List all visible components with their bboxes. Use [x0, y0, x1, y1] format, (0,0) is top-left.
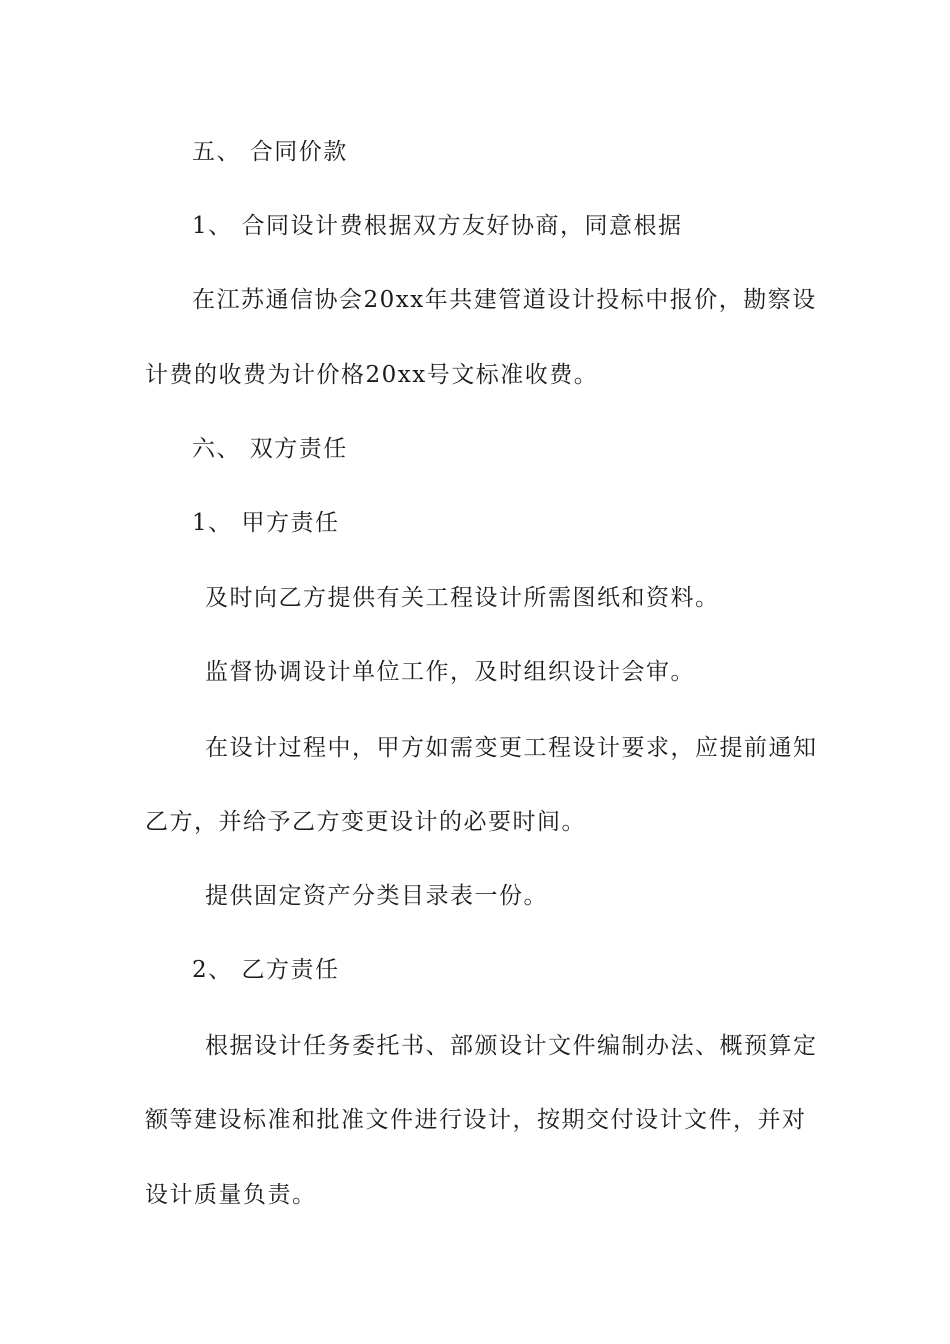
section-heading-contract-price: 五、 合同价款 — [192, 139, 348, 165]
paragraph-text: 监督协调设计单位工作，及时组织设计会审。 — [205, 659, 695, 685]
paragraph-text: 乙方，并给予乙方变更设计的必要时间。 — [145, 809, 586, 835]
paragraph-text: 计费的收费为计价格20xx号文标准收费。 — [145, 362, 599, 388]
paragraph-text: 在设计过程中，甲方如需变更工程设计要求，应提前通知 — [205, 735, 818, 761]
paragraph-text: 设计质量负责。 — [145, 1182, 317, 1208]
paragraph-text: 在江苏通信协会20xx年共建管道设计投标中报价，勘察设 — [192, 287, 817, 313]
paragraph-text: 根据设计任务委托书、部颁设计文件编制办法、概预算定 — [205, 1033, 818, 1059]
paragraph-text: 及时向乙方提供有关工程设计所需图纸和资料。 — [205, 585, 720, 611]
section-heading-responsibilities: 六、 双方责任 — [192, 436, 348, 462]
subheading-party-b: 2、 乙方责任 — [192, 957, 340, 983]
clause-text: 1、 合同设计费根据双方友好协商，同意根据 — [192, 213, 683, 239]
paragraph-text: 提供固定资产分类目录表一份。 — [205, 883, 548, 909]
paragraph-text: 额等建设标准和批准文件进行设计，按期交付设计文件，并对 — [145, 1107, 807, 1133]
subheading-party-a: 1、 甲方责任 — [192, 510, 340, 536]
